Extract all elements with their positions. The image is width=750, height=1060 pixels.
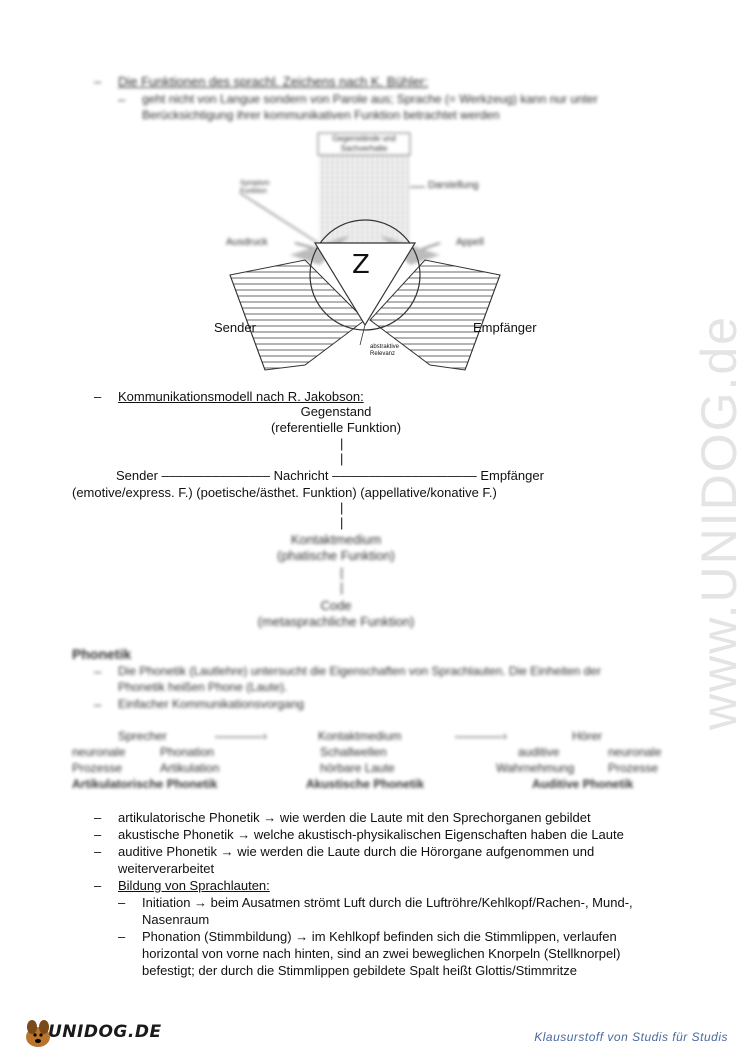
bullet-auditiv-line-2: weiterverarbeitet [118,861,215,876]
bullet-dash: – [94,878,102,893]
jakobson-functions-row: (emotive/express. F.) (poetische/ästhet. Funktion) (appellative/konative F.) [72,485,497,500]
table-arrow: ————› [215,729,267,743]
jakobson-metasprachlich: (metasprachliche Funktion) [257,614,415,629]
bullet-akustisch: akustische Phonetik → welche akustisch-physikalischen Eigenschaften haben die Laute [118,827,624,842]
diagram-symptom-label: Symptom Funktion [240,180,270,195]
bullet-dash: – [118,929,126,944]
table-cell: Wahrnehmung [496,761,575,775]
diagram-ausdruck-label: Ausdruck [226,237,268,248]
diagram-top-box-label: Gegenstände und Sachverhalte [332,134,396,153]
jakobson-code: Code [320,598,352,613]
jakobson-main-row: Sender ––––––––––––––– Nachricht –––––––––––––––––––– Empfänger [116,468,544,483]
buhler-heading: Die Funktionen des sprachl. Zeichens nach K. Bühler: [118,74,429,89]
jakobson-kontaktmedium: Kontaktmedium [290,532,382,547]
table-cell: Prozesse [72,761,123,775]
connector-bar: | [340,565,344,580]
table-cell: Artikulation [160,761,220,775]
diagram-sender-label: Sender [214,320,256,335]
connector-bar: | [340,500,344,515]
table-cell: auditive [518,745,560,759]
table-cell: Artikulatorische Phonetik [72,777,218,791]
table-cell: neuronale [608,745,662,759]
diagram-appell-label: Appell [456,237,484,248]
table-arrow: ————› [455,729,507,743]
unidog-logo-text: UNIDOG.DE [48,1022,162,1042]
bullet-phonation-line-1: Phonation (Stimmbildung) → im Kehlkopf befinden sich die Stimmlippen, verlaufen [142,929,617,944]
table-cell: Prozesse [608,761,659,775]
bullet-initiation-line-2: Nasenraum [142,912,210,927]
bullet-dash: – [94,389,102,404]
phonetik-bullet-1-line-1: Die Phonetik (Lautlehre) untersucht die Eigenschaften von Sprachlauten. Die Einheiten der [118,664,601,678]
bullet-dash: – [94,74,102,89]
bullet-dash: – [94,844,102,859]
jakobson-gegenstand: Gegenstand [300,404,372,419]
table-cell: hörbare Laute [320,761,395,775]
connector-bar: | [340,515,344,530]
table-cell: Sprecher [118,729,167,743]
jakobson-heading: Kommunikationsmodell nach R. Jakobson: [118,389,364,404]
phonetik-heading: Phonetik [72,646,132,662]
table-cell: Akustische Phonetik [306,777,425,791]
table-cell: Kontaktmedium [318,729,402,743]
connector-bar: | [340,436,344,451]
watermark: www.UNIDOG.de [691,315,747,730]
bullet-phonation-line-2: horizontal von vorne nach hinten, sind an zwei beweglichen Knorpeln (Stellknorpel) [142,946,621,961]
table-cell: Hörer [572,729,603,743]
phonetik-bullet-2: Einfacher Kommunikationsvorgang [118,697,305,711]
jakobson-referentiell: (referentielle Funktion) [270,420,402,435]
buhler-subtext-2: Berücksichtigung ihrer kommunikativen Funktion betrachtet werden [142,108,500,122]
bullet-dash: – [94,697,102,712]
footer-tagline: Klausurstoff von Studis für Studis [534,1030,728,1044]
bullet-initiation-line-1: Initiation → beim Ausatmen strömt Luft durch die Luftröhre/Kehlkopf/Rachen-, Mund-, [142,895,633,910]
table-cell: Schallwellen [320,745,387,759]
diagram-z-letter: Z [352,250,370,280]
bullet-dash: – [94,664,102,679]
jakobson-phatisch: (phatische Funktion) [277,548,395,563]
phonetik-bullet-1-line-2: Phonetik heißen Phone (Laute). [118,680,288,694]
diagram-relevance-label: abstraktive Relevanz [370,344,400,357]
diagram-empfaenger-label: Empfänger [473,320,537,335]
connector-bar: | [340,580,344,595]
connector-bar: | [340,451,344,466]
bullet-dash: – [94,810,102,825]
bullet-artikulatorisch: artikulatorische Phonetik → wie werden die Laute mit den Sprechorganen gebildet [118,810,591,825]
table-cell: Auditive Phonetik [532,777,634,791]
bullet-dash: – [118,895,126,910]
table-cell: Phonation [160,745,215,759]
bullet-auditiv-line-1: auditive Phonetik → wie werden die Laute durch die Hörorgane aufgenommen und [118,844,595,859]
table-cell: neuronale [72,745,126,759]
bullet-bildung: Bildung von Sprachlauten: [118,878,270,893]
bullet-phonation-line-3: befestigt; der durch die Stimmlippen gebildete Spalt heißt Glottis/Stimmritze [142,963,577,978]
buhler-subtext-1: geht nicht von Langue sondern von Parole aus; Sprache (= Werkzeug) kann nur unter [142,92,598,106]
bullet-dash: – [94,827,102,842]
bullet-dash: – [118,92,126,107]
diagram-darstellung-label: Darstellung [428,180,479,191]
